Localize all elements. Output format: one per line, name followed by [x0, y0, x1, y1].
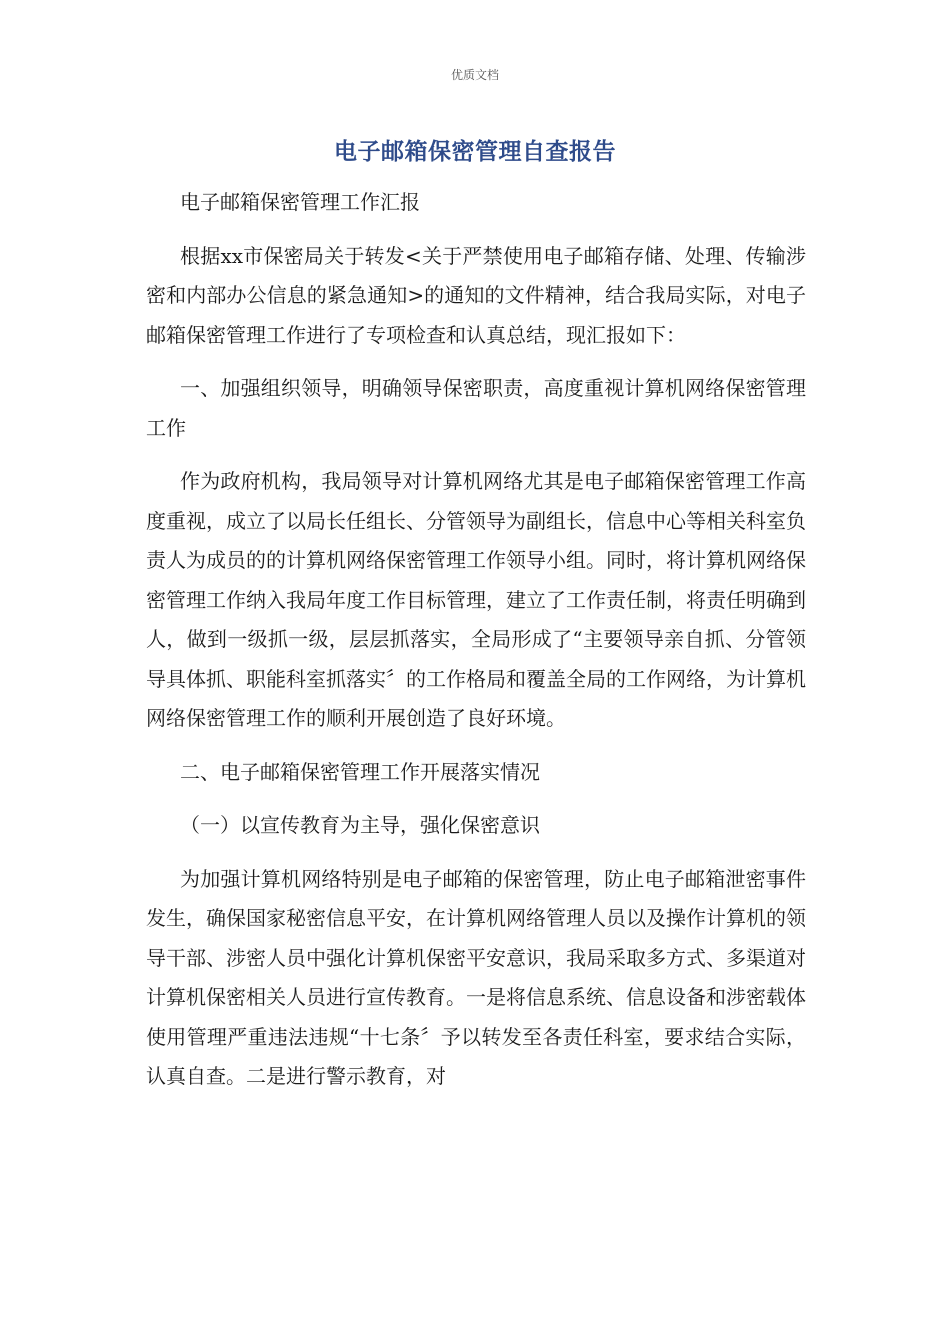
- paragraph-section-1: 作为政府机构，我局领导对计算机网络尤其是电子邮箱保密管理工作高度重视，成立了以局长任组长、分管领导为副组长，信息中心等相关科室负责人为成员的的计算机网络保密管理工作领导小组。同时，将计算机网络保密管理工作纳入我局年度工作目标管理，建立了工作责任制，将责任明确到人，做到一级抓一级，层层抓落实，全局形成了“主要领导亲自抓、分管领导具体抓、职能科室抓落实〞的工作格局和覆盖全局的工作网络，为计算机网络保密管理工作的顺利开展创造了良好环境。: [146, 469, 806, 730]
- document-title: 电子邮箱保密管理自查报告: [334, 139, 616, 165]
- paragraph-subsection-1: 为加强计算机网络特别是电子邮箱的保密管理，防止电子邮箱泄密事件发生，确保国家秘密信息平安，在计算机网络管理人员以及操作计算机的领导干部、涉密人员中强化计算机保密平安意识，我局采取多方式、多渠道对计算机保密相关人员进行宣传教育。一是将信息系统、信息设备和涉密载体使用管理严重违法违规“十七条〞予以转发至各责任科室，要求结合实际，认真自查。二是进行警示教育，对: [146, 866, 806, 1088]
- subsection-heading-1: （一）以宣传教育为主导，强化保密意识: [180, 813, 540, 837]
- header-mark: 优质文档: [450, 68, 499, 82]
- section-heading-2: 二、电子邮箱保密管理工作开展落实情况: [180, 759, 540, 784]
- document-body: [146, 183, 806, 1111]
- section-heading-1: 一、加强组织领导，明确领导保密职责，高度重视计算机网络保密管理工作: [146, 376, 806, 440]
- paragraph-subtitle: 电子邮箱保密管理工作汇报: [180, 190, 420, 214]
- paragraph-intro: 根据xx市保密局关于转发<关于严禁使用电子邮箱存储、处理、传输涉密和内部办公信息的紧急通知>的通知的文件精神，结合我局实际，对电子邮箱保密管理工作进行了专项检查和认真总结，现汇报如下：: [146, 243, 806, 347]
